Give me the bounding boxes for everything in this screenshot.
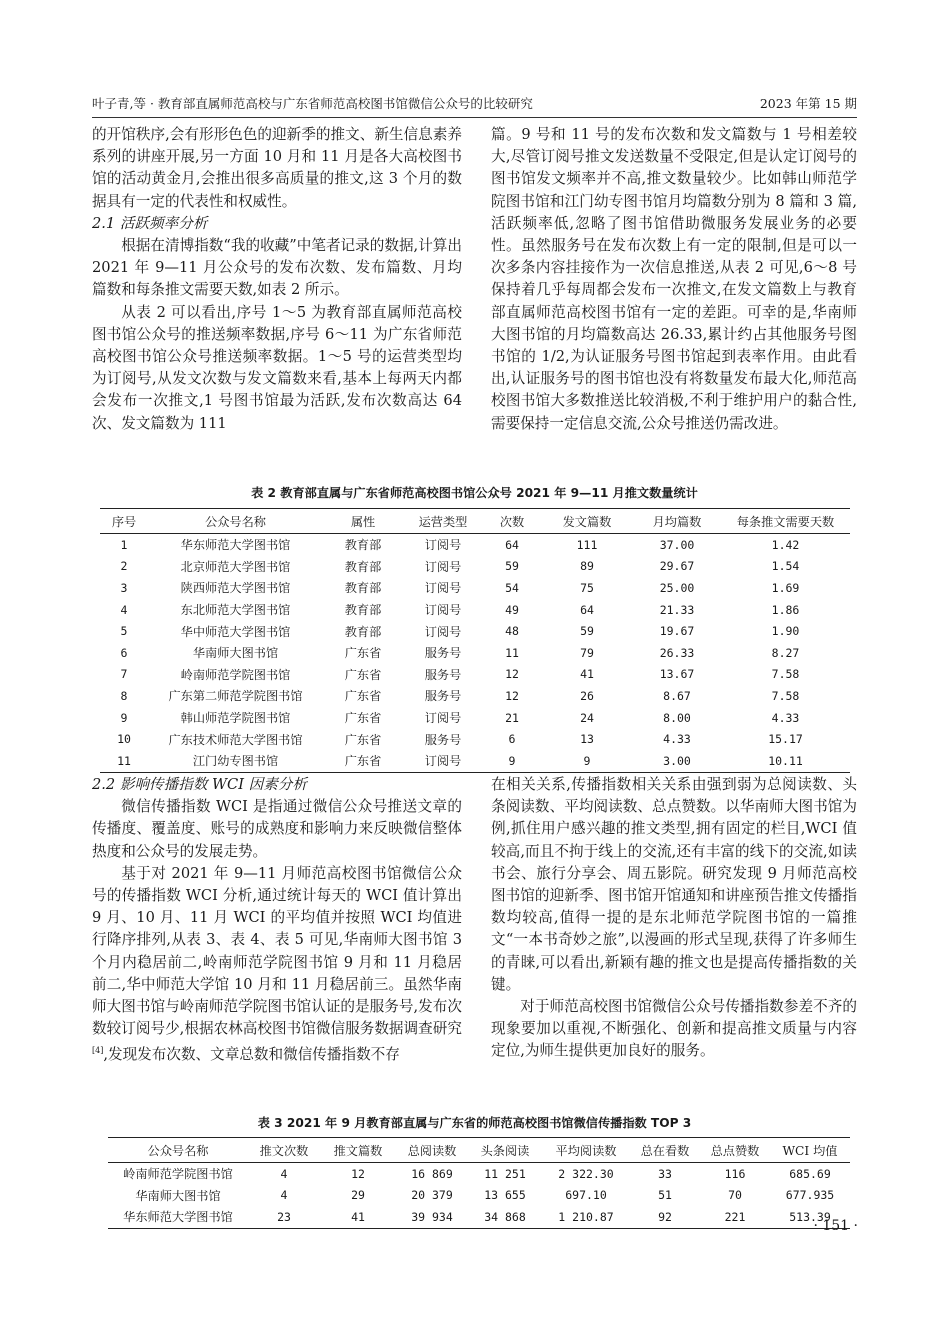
paragraph-text: 基于对 2021 年 9—11 月师范高校图书馆微信公众号的传播指数 WCI 分析,通过统计每天的 WCI 值计算出 9 月、10 月、11 月 WCI 的平均值并按照 WCI 均值进行降序排列,从表 3、表 4、表 5 可见,华南师大图书馆 3 个月内稳居前二,岭南师范学院图书馆 9 月和 11 月稳居前二,华中师范大学馆 10 月和 11 月稳居前三。虽然华南师大图书馆与岭南师范学院图书馆认证的是服务号,发布次数较订阅号少,根据农林高校图书馆微信服务数据调查研究 [92,864,462,1038]
table-cell: 13 [580,732,594,747]
table-cell: 华东师范大学图书馆 [108,1206,248,1228]
table2-header: 属性 [323,509,403,534]
table-cell: 26 [580,688,594,703]
table-cell: 8 [120,688,128,703]
table-cell: 19.67 [659,624,695,639]
table-cell: 11 [505,645,519,660]
table-cell: 13.67 [659,667,695,682]
table-cell: 7 [120,667,128,682]
table-row [108,1163,850,1185]
table-cell: 21.33 [659,602,695,617]
table-cell: 26.33 [659,645,695,660]
header-rule [92,117,857,118]
table2-header: 每条推文需要天数 [721,509,850,534]
table-row [100,728,850,750]
table-cell: 订阅号 [424,538,462,553]
paragraph: 的开馆秩序,会有形形色色的迎新季的推文、新生信息素养系列的讲座开展,另一方面 10 月和 11 月是各大高校图书馆的活动黄金月,会推出很多高质量的推文,这 3 个月的数据具有一定的代表性和权威性。 [92,126,462,210]
table-cell: 513.39 [770,1206,850,1228]
table-cell: 广东省 [344,689,382,704]
table-cell: 教育部 [344,559,382,574]
table-cell: 教育部 [344,538,382,553]
table-cell: 59 [580,624,594,639]
table-cell: 教育部 [344,603,382,618]
table-cell: 东北师范大学图书馆 [180,603,291,618]
table-row [108,1185,850,1207]
table2-header-row [100,509,850,534]
table-row [100,620,850,642]
table-cell: 29 [351,1188,365,1203]
table-cell: 华东师范大学图书馆 [180,538,291,553]
table-cell: 8.67 [663,688,691,703]
table3-header: WCI 均值 [770,1138,850,1163]
table3 [108,1137,850,1229]
table-cell: 服务号 [424,646,462,661]
table3-header: 平均阅读数 [542,1138,630,1163]
table-cell: 9 [541,750,633,772]
table-cell: 4 [120,602,128,617]
table-cell: 34 868 [468,1206,542,1228]
paragraph: 对于师范高校图书馆微信公众号传播指数参差不齐的现象要加以重视,不断强化、创新和提高推文质量与内容定位,为师生提供更加良好的服务。 [491,998,857,1060]
table-row [100,664,850,686]
table-cell: 广东省 [344,711,382,726]
table-cell: 2 322.30 [558,1166,614,1181]
table-cell: 8.00 [663,710,691,725]
table-cell: 64 [505,537,519,552]
table-cell: 1.90 [771,624,800,639]
table-cell: 15.17 [768,732,803,747]
table-cell: 5 [120,624,128,639]
table-cell: 华南师大图书馆 [192,646,279,661]
table-cell: 23 [248,1206,320,1228]
table-cell: 4.33 [663,732,691,747]
table3-header: 推文篇数 [320,1138,396,1163]
table-row [100,577,850,599]
header-title: 叶子青,等 · 教育部直属师范高校与广东省师范高校图书馆微信公众号的比较研究 [92,96,533,111]
table-cell: 70 [728,1188,742,1203]
table2-header: 公众号名称 [148,509,323,534]
table3-caption: 表 3 2021 年 9 月教育部直属与广东省的师范高校图书馆微信传播指数 TOP 3 [257,1116,692,1130]
section-heading-2-2: 2.2 影响传播指数 WCI 因素分析 [92,776,307,793]
table3-header: 总在看数 [630,1138,700,1163]
paragraph: 微信传播指数 WCI 是指通过微信公众号推送文章的传播度、覆盖度、账号的成熟度和影响力来反映微信整体热度和公众号的发展走势。 [92,798,462,860]
table-row [100,750,850,772]
section-heading-2-1: 2.1 活跃频率分析 [92,214,208,232]
table-cell: 10 [117,732,131,747]
table-cell: 7.58 [771,667,800,682]
top-left-column [92,124,462,435]
table-cell: 64 [580,602,594,617]
table-cell: 1.42 [771,537,800,552]
table-cell: 59 [505,559,519,574]
table-cell: 2 [120,559,128,574]
table-cell: 29.67 [659,559,695,574]
table-row [100,599,850,621]
table3-header: 头条阅读 [468,1138,542,1163]
table3-header: 总阅读数 [396,1138,468,1163]
table-cell: 41 [320,1206,396,1228]
citation-ref[interactable]: [4] [92,1046,104,1056]
table2 [100,508,850,773]
table-cell: 16 869 [411,1166,453,1181]
table2-header: 次数 [483,509,541,534]
table-cell: 订阅号 [424,603,462,618]
table-cell: 24 [580,710,594,725]
table-cell: 岭南师范学院图书馆 [180,667,291,682]
table-cell: 25.00 [659,580,695,595]
table-cell: 韩山师范学院图书馆 [180,711,291,726]
table-cell: 12 [505,688,519,703]
paragraph: 篇。9 号和 11 号的发布次数和发文篇数与 1 号相差较大,尽管订阅号推文发送数量不受限定,但是认定订阅号的图书馆发文频率并不高,推文数量较少。比如韩山师范学院图书馆和江门幼专图书馆月均篇数分别为 8 篇和 3 篇,活跃频率低,忽略了图书馆借助微服务发展业务的必要性。虽然服务号在发布次数上有一定的限制,但是可以一次多条内容挂接作为一次信息推送,从表 2 可见,6～8 号保持着几乎每周都会发布一次推文,在发文篇数上与教育部直属师范高校图书馆有一定的差距。可幸的是,华南师大图书馆的月均篇数高达 26.33,累计约占其他服务号图书馆的 1/2,为认证服务号图书馆起到表率作用。由此看出,认证服务号的图书馆也没有将数量发布最大化,师范高校图书馆大多数推送比较消极,不利于维护用户的黏合性,需要保持一定信息交流,公众号推送仍需改进。 [491,126,857,432]
table-cell: 华中师范大学图书馆 [180,624,291,639]
table-cell: 13 655 [484,1188,526,1203]
running-header [92,92,857,114]
paragraph: 根据在清博指数“我的收藏”中笔者记录的数据,计算出 2021 年 9—11 月公众号的发布次数、发布篇数、月均篇数和每条推文需要天数,如表 2 所示。 [92,237,462,299]
table-cell: 79 [580,645,594,660]
table-cell: 20 379 [411,1188,453,1203]
paragraph: 在相关关系,传播指数相关关系由强到弱为总阅读数、头条阅读数、平均阅读数、总点赞数。以华南师大图书馆为例,抓住用户感兴趣的推文类型,拥有固定的栏目,WCI 值较高,而且不拘于线上的交流,还有丰富的线下的交流,如读书会、旅行分享会、周五影院。研究发现 9 月师范高校图书馆的迎新季、图书馆开馆通知和讲座预告推文传播指数均较高,值得一提的是东北师范学院图书馆的一篇推文“一本书奇妙之旅”,以漫画的形式呈现,获得了许多师生的青睐,可以看出,新颖有趣的推文也是提高传播指数的关键。 [491,776,857,993]
table-cell: 41 [580,667,594,682]
table3-header: 总点赞数 [700,1138,770,1163]
table-cell: 广东省 [344,667,382,682]
header-issue: 2023 年第 15 期 [759,96,857,111]
table-cell: 北京师范大学图书馆 [180,559,291,574]
table-cell: 1 [120,537,128,552]
table-cell: 广东技术师范大学图书馆 [168,732,303,747]
table-cell: 49 [505,602,519,617]
table-cell: 3 [120,580,128,595]
table2-caption: 表 2 教育部直属与广东省师范高校图书馆公众号 2021 年 9—11 月推文数量统计 [251,486,698,500]
table-cell: 订阅号 [403,750,483,772]
table-cell: 广东第二师范学院图书馆 [168,689,303,704]
table-cell: 服务号 [424,732,462,747]
page-number: · 151 · [813,1218,858,1234]
table-row [100,534,850,556]
top-right-column [491,124,857,435]
table-cell: 221 [700,1206,770,1228]
table-cell: 111 [576,537,598,552]
table-cell: 9 [120,710,128,725]
table-cell: 订阅号 [424,624,462,639]
table-row [100,556,850,578]
paragraph-text: ,发现发布次数、文章总数和微信传播指数不存 [103,1046,400,1064]
table-cell: 教育部 [344,624,382,639]
table-cell: 677.935 [785,1188,835,1203]
mid-left-column [92,774,462,1067]
table-cell: 11 251 [484,1166,526,1181]
table-cell: 12 [505,667,519,682]
table-cell: 服务号 [424,689,462,704]
table2-header: 运营类型 [403,509,483,534]
table-cell: 9 [483,750,541,772]
table-cell: 4.33 [771,710,800,725]
table2-header: 月均篇数 [633,509,721,534]
table3-header: 推文次数 [248,1138,320,1163]
table-cell: 3.00 [633,750,721,772]
table-cell: 7.58 [771,688,800,703]
table-row [100,707,850,729]
table-cell: 116 [724,1166,746,1181]
table-cell: 39 934 [396,1206,468,1228]
table-cell: 92 [630,1206,700,1228]
table-cell: 6 [508,732,516,747]
table-cell: 75 [580,580,594,595]
table-cell: 8.27 [771,645,800,660]
mid-right-column [491,774,857,1063]
paragraph [92,863,462,1067]
table-cell: 1.86 [771,602,800,617]
table-cell: 685.69 [789,1166,831,1181]
table-cell: 11 [100,750,148,772]
table-cell: 10.11 [721,750,850,772]
table-cell: 1 210.87 [542,1206,630,1228]
table-cell: 华南师大图书馆 [135,1188,221,1203]
table-cell: 订阅号 [424,581,462,596]
table3-header-row [108,1138,850,1163]
table-cell: 广东省 [344,646,382,661]
table2-header: 发文篇数 [541,509,633,534]
table-cell: 33 [658,1166,672,1181]
table-cell: 48 [505,624,519,639]
table-cell: 陕西师范大学图书馆 [180,581,291,596]
table-cell: 岭南师范学院图书馆 [123,1167,233,1182]
paragraph: 从表 2 可以看出,序号 1～5 为教育部直属师范高校图书馆公众号的推送频率数据,序号 6～11 为广东省师范高校图书馆公众号推送频率数据。1～5 号的运营类型均为订阅号,从发文次数与发文篇数来看,基本上每两天内都会发布一次推文,1 号图书馆最为活跃,发布次数高达 64 次、发文篇数为 111 [92,303,462,432]
table-cell: 江门幼专图书馆 [148,750,323,772]
table-row [100,642,850,664]
table-cell: 21 [505,710,519,725]
table-cell: 54 [505,580,519,595]
table-cell: 广东省 [323,750,403,772]
table-cell: 4 [280,1166,288,1181]
table-cell: 1.54 [771,559,800,574]
table-cell: 服务号 [424,667,462,682]
table-cell: 4 [280,1188,288,1203]
table-cell: 订阅号 [424,711,462,726]
table-cell: 1.69 [771,580,800,595]
table3-header: 公众号名称 [108,1138,248,1163]
table-cell: 广东省 [344,732,382,747]
table-cell: 12 [351,1166,365,1181]
table-cell: 6 [120,645,128,660]
table-cell: 订阅号 [424,559,462,574]
table-cell: 697.10 [565,1188,607,1203]
table-cell: 教育部 [344,581,382,596]
table-row [108,1206,850,1228]
table-row [100,685,850,707]
table-cell: 51 [658,1188,672,1203]
table-cell: 89 [580,559,594,574]
table-cell: 37.00 [659,537,695,552]
table2-header: 序号 [100,509,148,534]
